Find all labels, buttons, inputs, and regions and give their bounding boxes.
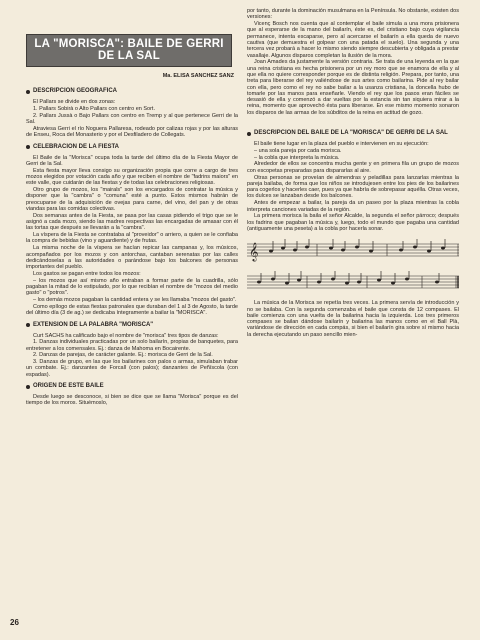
title-banner [26,34,232,67]
music-staff-2 [247,270,459,296]
paragraph: – una sola pareja por cada morisca. [254,147,342,154]
section-heading-descripcion-baile: DESCRIPCION DEL BAILE DE LA "MORISCA" DE GERRI DE LA SAL [247,130,459,137]
bullet-icon [26,90,30,94]
bullet-icon [26,145,30,149]
left-column [26,14,238,407]
paragraph: Joan Amades da justamente la versión contraria. Se trata de una leyenda en la que una reina cristiana es hecha prisionera por un rey moro que se enamora de ella y al que ella no quiere corresponder porque es de distinta religión. Prepara, por tanto, una treta para liberarse del rey valiéndose de sus artes como bailarina. Pide al rey bailar con ella, pero como el rey no sabe bailar a la usanza cristiana, la doncella hubo de tomarle por las manos para enseñarle. Viendo el rey que los pasos eran fáciles se desasió de ella y comenzó a dar vueltas por la estancia sin tan siquiera mirar a la reina, momento que aprovechó ésta para liberarse. En ese mismo momento sonaron los disparos de las armas de los súbditos de la reina en actitud de gozo. [247,59,459,116]
paragraph: 2. Pallars Jussà o Bajo Pallars con centro en Tremp y al que pertenece Gerri de la Sal. [26,112,238,126]
paragraph: Esta fiesta mayor lleva consigo su organización propia que corre a cargo de tres mozos elegidos por votación cada año y que reciben el nombre de "fadrins maiors" en este valle, que cuidarán de las fiestas y de todas las celebraciones religiosas. [26,167,238,187]
right-column [247,8,459,338]
paragraph: 1. Danzas individuales practicadas por un solo bailarín, propias de banquetes, para entretener a los comensales. Ej.: danza de Mahoma en Bocairente. [26,339,238,352]
paragraph: El Pallars se divide en dos zonas: [33,99,116,106]
svg-text:𝄞: 𝄞 [249,242,259,262]
paragraph: por tanto, durante la dominación musulmana en la Península. No obstante, existen dos versiones: [247,8,459,21]
paragraph: – los mozos que así mismo año entraban a formar parte de la cuadrilla, sólo pagaban la mitad de lo estipulado, por lo que recibían el nombre de "mozos del medio gasto" o "potros". [26,277,238,297]
paragraph: Otras personas se proveían de almendras y peladillas para lanzarlas mientras la pareja bailaba, de forma que los niños se introdujesen entre los pies de los bailarines para cogerlos y hacerles caer, pues ya que habría de sobrepasar aquélla. Otras veces, los dulces se lanzaban desde los balcones. [247,174,459,200]
section-heading-extension: EXTENSION DE LA PALABRA "MORISCA" [26,322,238,329]
page-number: 26 [10,618,19,627]
paragraph: La víspera de la Fiesta se contrataba al "proveidor" o arriero, a quien se le confiaba la compra de bebidas (vino y aguardiente) y de frutas. [26,232,238,245]
paragraph: Curt SACHS ha calificado bajo el nombre de "morisca" tres tipos de danzas: [33,332,219,339]
music-staff-1 [247,238,459,264]
author-line: Ma. ELISA SANCHEZ SANZ [162,73,234,79]
paragraph: 2. Danzas de parejas, de carácter galante. Ej.: morisca de Gerri de la Sal. [33,352,213,359]
section-heading-geografica: DESCRIPCION GEOGRAFICA [26,88,238,95]
music-notation-icon [247,270,459,296]
paragraph: Desde luego se desconoce, si bien se dice que se llama "Morisca" porque es del tiempo de los moros. Situémoslo, [26,394,238,407]
paragraph: El Baile de la "Morisca" ocupa toda la tarde del último día de la Fiesta Mayor de Gerri de la Sal. [26,154,238,167]
paragraph: El baile tiene lugar en la plaza del pueblo e intervienen en su ejecución: [254,141,429,148]
paragraph: Otro grupo de mozos, los "mairals" son los encargados de contratar la música y disponer que la "cambra" o "comuna" esté a punto. Estos mismos habrán de preocuparse de la adquisición de ovejas para carne, del vino, del pan y de otras viandas para las comidas colectivas. [26,187,238,212]
section-heading-celebracion: CELEBRACION DE LA FIESTA [26,144,238,151]
paragraph: – la cobla que interpreta la música. [254,154,340,161]
bullet-icon [26,323,30,327]
paragraph: Alrededor de ellos se concentra mucha gente y en primera fila un grupo de mozos con escopetas preparadas para dispararlas al aire. [247,161,459,174]
paragraph: Vicenç Bosch nos cuenta que al contemplar el baile simula a una mora prisionera que al esperarse de la mano del bailarín, éste es, del cristiano bajo cuya vigilancia permanece, intenta escaparse, pero al acercarse el bailarín a ella queda de nuevo cautiva (que demuestra el golpear con una patada el suelo). Una segunda y una tercera vez probará a hacer lo mismo siendo siempre descubierta y obligada a prestar vasallaje. Algunos disparos completan la ilusión de la mora. [247,21,459,59]
bullet-icon [247,132,251,136]
paragraph: La primera morisca la baila el señor Alcalde, la segunda el señor párroco; después los fadrins que pagaban la música y, luego, todo el mundo que pagaba una cantidad (antiguamente una peseta) a la cobla por hacerla sonar. [247,213,459,232]
paragraph: La música de la Morisca se repetía tres veces. La primera servía de introducción y no se bailaba. Con la segunda comenzaba el baile que consta de 12 compases. El baile comienza con una vuelta de la bailarina hacia la izquierda. Los tres primeros compases se bailan dándose bailarín y bailarina las manos como en el Ball Plà, variándose de dirección en cada compás, si bien el bailarín gira sobre sí mismo hacia la derecha ejecutando un paso sencillo mien- [247,300,459,338]
paragraph: Los gastos se pagan entre todos los mozos: [33,270,141,277]
paragraph: Como epílogo de estas fiestas patronales que duraban del 1 al 3 de Agosto, la tarde del último día (3 de ag.) se dedicaba íntegramente a bailar la "MORISCA". [26,303,238,317]
paragraph: – los demás mozos pagaban la cantidad entera y se les llamaba "mozos del gasto". [33,297,237,304]
paragraph: Atraviesa Gerri el río Noguera Pallaresa, rodeado por calizas rojas y por las alturas de Enseu, Roca del Monasterio y por el Desfiladero de Collegats. [26,125,238,139]
bullet-icon [26,385,30,389]
paragraph: Dos semanas antes de la Fiesta, se pasa por las casas pidiendo el trigo que se le asignó a cada mozo, siendo las madres respectivas las encargadas de amasar con él las tortas que después se llevarán a la "cambra". [26,212,238,232]
paragraph: Antes de empezar a bailar, la pareja da un paseo por la plaza mientras la cobla interpreta canciones variadas de la región. [247,200,459,213]
paragraph: La misma noche de la víspera se hacían repicar las campanas y, los músicos, acompañados por los mozos y con antorchas, cantaban serenatas por las calles dedicándoselas a las autoridades o parándose bajo los balcones de personas importantes del pueblo. [26,245,238,271]
section-heading-origen: ORIGEN DE ESTE BAILE [26,383,238,390]
paragraph: 1. Pallars Sobirà o Alto Pallars con centro en Sort. [33,106,155,113]
music-notation-icon [247,238,459,264]
paragraph: 3. Danzas de grupo, en las que los bailarines con palos o armas, simulaban trabar un combate. Ej.: danzantes de Forcall (con palos); danzantes de Peñíscola (con espadas). [26,359,238,378]
page-title: LA "MORISCA": BAILE DE GERRI DE LA SAL [34,38,224,62]
